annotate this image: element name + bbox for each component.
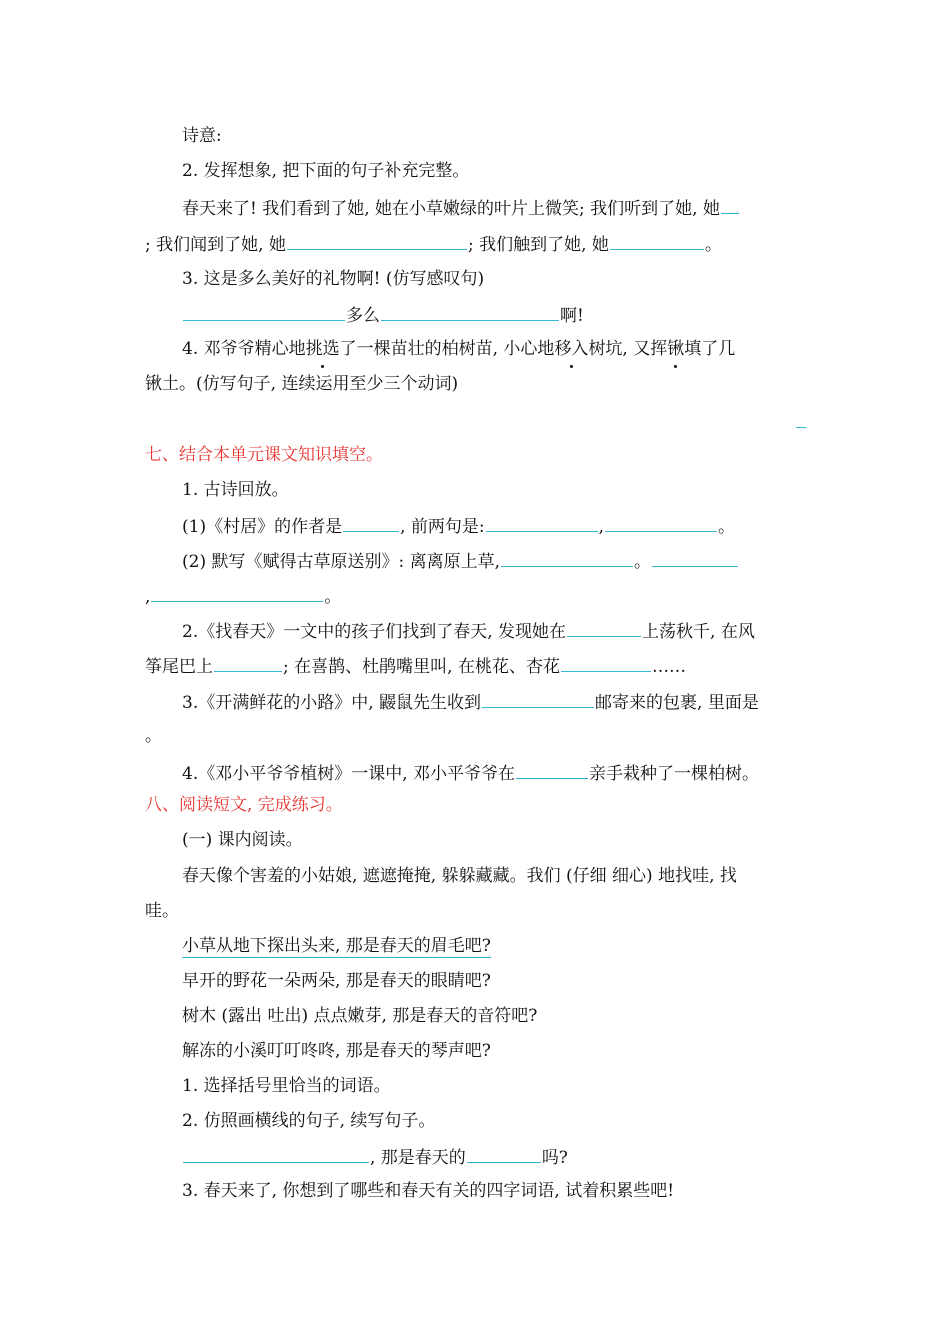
q6-4-text: 树坑, 又 <box>588 339 651 359</box>
q8-2-fill <box>182 1144 950 1170</box>
q7-2-line2 <box>145 653 950 679</box>
q8-text: , 那是春天的 <box>370 1148 466 1168</box>
q6-4-text: 4. 邓爷爷精心地 <box>182 339 306 359</box>
dotted-verb: 挥锹填 <box>650 339 702 359</box>
q6-3-prompt: 3. 这是多么美好的礼物啊! (仿写感叹句) <box>182 269 485 289</box>
q6-2-text-line2 <box>145 231 950 257</box>
q7-text: 上荡秋千, 在风 <box>642 622 755 642</box>
q8-3: 3. 春天来了, 你想到了哪些和春天有关的四字词语, 试着积累些吧! <box>182 1181 675 1201</box>
poem-meaning-label: 诗意: <box>182 126 222 146</box>
q6-3-word-b: 啊! <box>560 306 584 326</box>
q7-text: 4.《邓小平爷爷植树》一课中, 邓小平爷爷在 <box>182 764 516 784</box>
answer-blank[interactable] <box>183 302 345 321</box>
q7-text: 。 <box>718 517 736 537</box>
q6-3-word-a: 多么 <box>346 306 380 326</box>
q6-2-prompt: 2. 发挥想象, 把下面的句子补充完整。 <box>182 161 470 181</box>
answer-blank[interactable] <box>343 513 399 532</box>
dotted-verb: 挑选 <box>305 339 340 359</box>
section-8-heading: 八、阅读短文, 完成练习。 <box>145 795 343 815</box>
reading-line-c: 树木 (露出 吐出) 点点嫩芽, 那是春天的音符吧? <box>182 1006 538 1026</box>
q7-2 <box>182 618 950 644</box>
reading-line-b: 早开的野花一朵两朵, 那是春天的眼睛吧? <box>182 971 491 991</box>
reading-line-d: 解冻的小溪叮叮咚咚, 那是春天的琴声吧? <box>182 1041 491 1061</box>
dotted-verb: 移入 <box>554 339 589 359</box>
q7-text: (2) 默写《赋得古草原送别》: 离离原上草, <box>182 552 501 572</box>
answer-blank[interactable] <box>183 1144 369 1163</box>
q6-4-text: 了几 <box>701 339 736 359</box>
q7-text: 邮寄来的包裹, 里面是 <box>595 693 759 713</box>
q7-text: (1)《村居》的作者是 <box>182 517 343 537</box>
q7-1-2 <box>182 548 950 574</box>
q7-text: …… <box>651 657 686 677</box>
q7-text: ; 在喜鹊、杜鹃嘴里叫, 在桃花、杏花 <box>283 657 560 677</box>
q7-3 <box>182 689 950 715</box>
answer-blank[interactable] <box>482 689 594 708</box>
q6-2-text-c: ; 我们触到了她, 她 <box>467 235 609 255</box>
q7-text: 。 <box>634 552 652 572</box>
answer-blank[interactable] <box>721 195 739 214</box>
answer-blank[interactable] <box>516 760 588 779</box>
answer-line[interactable] <box>796 427 806 428</box>
q7-text: 亲手栽种了一棵柏树。 <box>589 764 760 784</box>
q6-4-text: 了一棵苗壮的柏树苗, 小心地 <box>339 339 555 359</box>
q6-2-text-b: ; 我们闻到了她, 她 <box>145 235 286 255</box>
q6-4-line1 <box>182 337 950 361</box>
q7-text: , <box>598 517 605 537</box>
q6-2-text-d: 。 <box>704 235 722 255</box>
q7-1-title: 1. 古诗回放。 <box>182 480 289 500</box>
reading-para1: 春天像个害羞的小姑娘, 遮遮掩掩, 躲躲藏藏。我们 (仔细 细心) 地找哇, 找 <box>182 866 737 886</box>
answer-blank[interactable] <box>214 653 282 672</box>
q7-1-2-line2 <box>145 583 950 609</box>
q7-text: , <box>145 587 151 607</box>
q7-3-line2: 。 <box>145 726 162 746</box>
q6-3-fill <box>182 302 950 328</box>
q7-text: , 前两句是: <box>400 517 485 537</box>
answer-blank[interactable] <box>151 583 323 602</box>
q7-1-1 <box>182 513 950 539</box>
answer-blank[interactable] <box>605 513 717 532</box>
reading-line-a <box>182 934 950 958</box>
reading-para1-line2: 哇。 <box>145 901 179 921</box>
q8-1: 1. 选择括号里恰当的词语。 <box>182 1076 391 1096</box>
reading-sub-heading: (一) 课内阅读。 <box>182 830 303 850</box>
answer-blank[interactable] <box>561 653 651 672</box>
q8-text: 吗? <box>541 1148 568 1168</box>
answer-blank[interactable] <box>381 302 559 321</box>
q7-text: 。 <box>324 587 342 607</box>
answer-blank[interactable] <box>652 548 738 567</box>
q7-text: 3.《开满鲜花的小路》中, 鼹鼠先生收到 <box>182 693 482 713</box>
answer-blank[interactable] <box>567 618 641 637</box>
q8-2: 2. 仿照画横线的句子, 续写句子。 <box>182 1111 436 1131</box>
q6-2-text-line1 <box>182 195 950 221</box>
underlined-sentence: 小草从地下探出头来, 那是春天的眉毛吧? <box>182 936 491 956</box>
q7-4 <box>182 760 950 786</box>
answer-blank[interactable] <box>501 548 633 567</box>
q6-2-text-a: 春天来了! 我们看到了她, 她在小草嫩绿的叶片上微笑; 我们听到了她, 她 <box>182 199 720 219</box>
q7-text: 2.《找春天》一文中的孩子们找到了春天, 发现她在 <box>182 622 567 642</box>
answer-blank[interactable] <box>467 1144 541 1163</box>
answer-blank[interactable] <box>287 231 467 250</box>
answer-blank[interactable] <box>610 231 704 250</box>
answer-blank[interactable] <box>486 513 598 532</box>
q7-text: 筝尾巴上 <box>145 657 213 677</box>
section-7-heading: 七、结合本单元课文知识填空。 <box>145 445 383 465</box>
q6-4-line2: 锹土。(仿写句子, 连续运用至少三个动词) <box>145 374 459 394</box>
